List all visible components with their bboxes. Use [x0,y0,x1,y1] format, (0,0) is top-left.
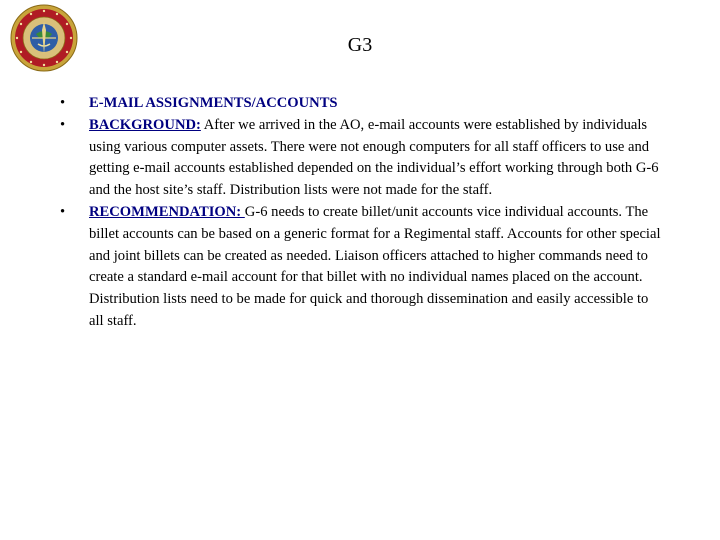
bullet-heading: BACKGROUND: [89,116,201,133]
bullet-heading: E-MAIL ASSIGNMENTS/ACCOUNTS [89,95,338,111]
bullet-glyph: • [60,116,66,133]
slide-title: G3 [347,34,373,56]
bullet-glyph: • [60,203,66,220]
bullet-text: G-6 needs to create billet/unit accounts vice individual accounts. The billet accounts can be based on a generic format for a Regimental staff. Accounts for other special and joint billets can be created as needed. Liaison officers attached to higher commands need to create a standard e-mail account for that billet with no individual names placed on the account. Distribution lists need to be made for quick and thorough dissemination and easily accessible to all staff. [89,203,661,329]
bullet-glyph: • [60,95,66,111]
bullet-item [60,115,666,202]
bullet-list [60,93,666,333]
bullet-item [60,93,666,115]
bullet-text: After we arrived in the AO, e-mail accounts were established by individuals using various computer assets. There were not enough computers for all staff officers to use and getting e-mail accounts established depended on the individual’s effort working through both G-6 and the host site’s staff. Distribution lists were not made for the staff. [89,116,659,199]
bullet-item [60,202,666,333]
bullet-heading: RECOMMENDATION: [89,203,245,220]
